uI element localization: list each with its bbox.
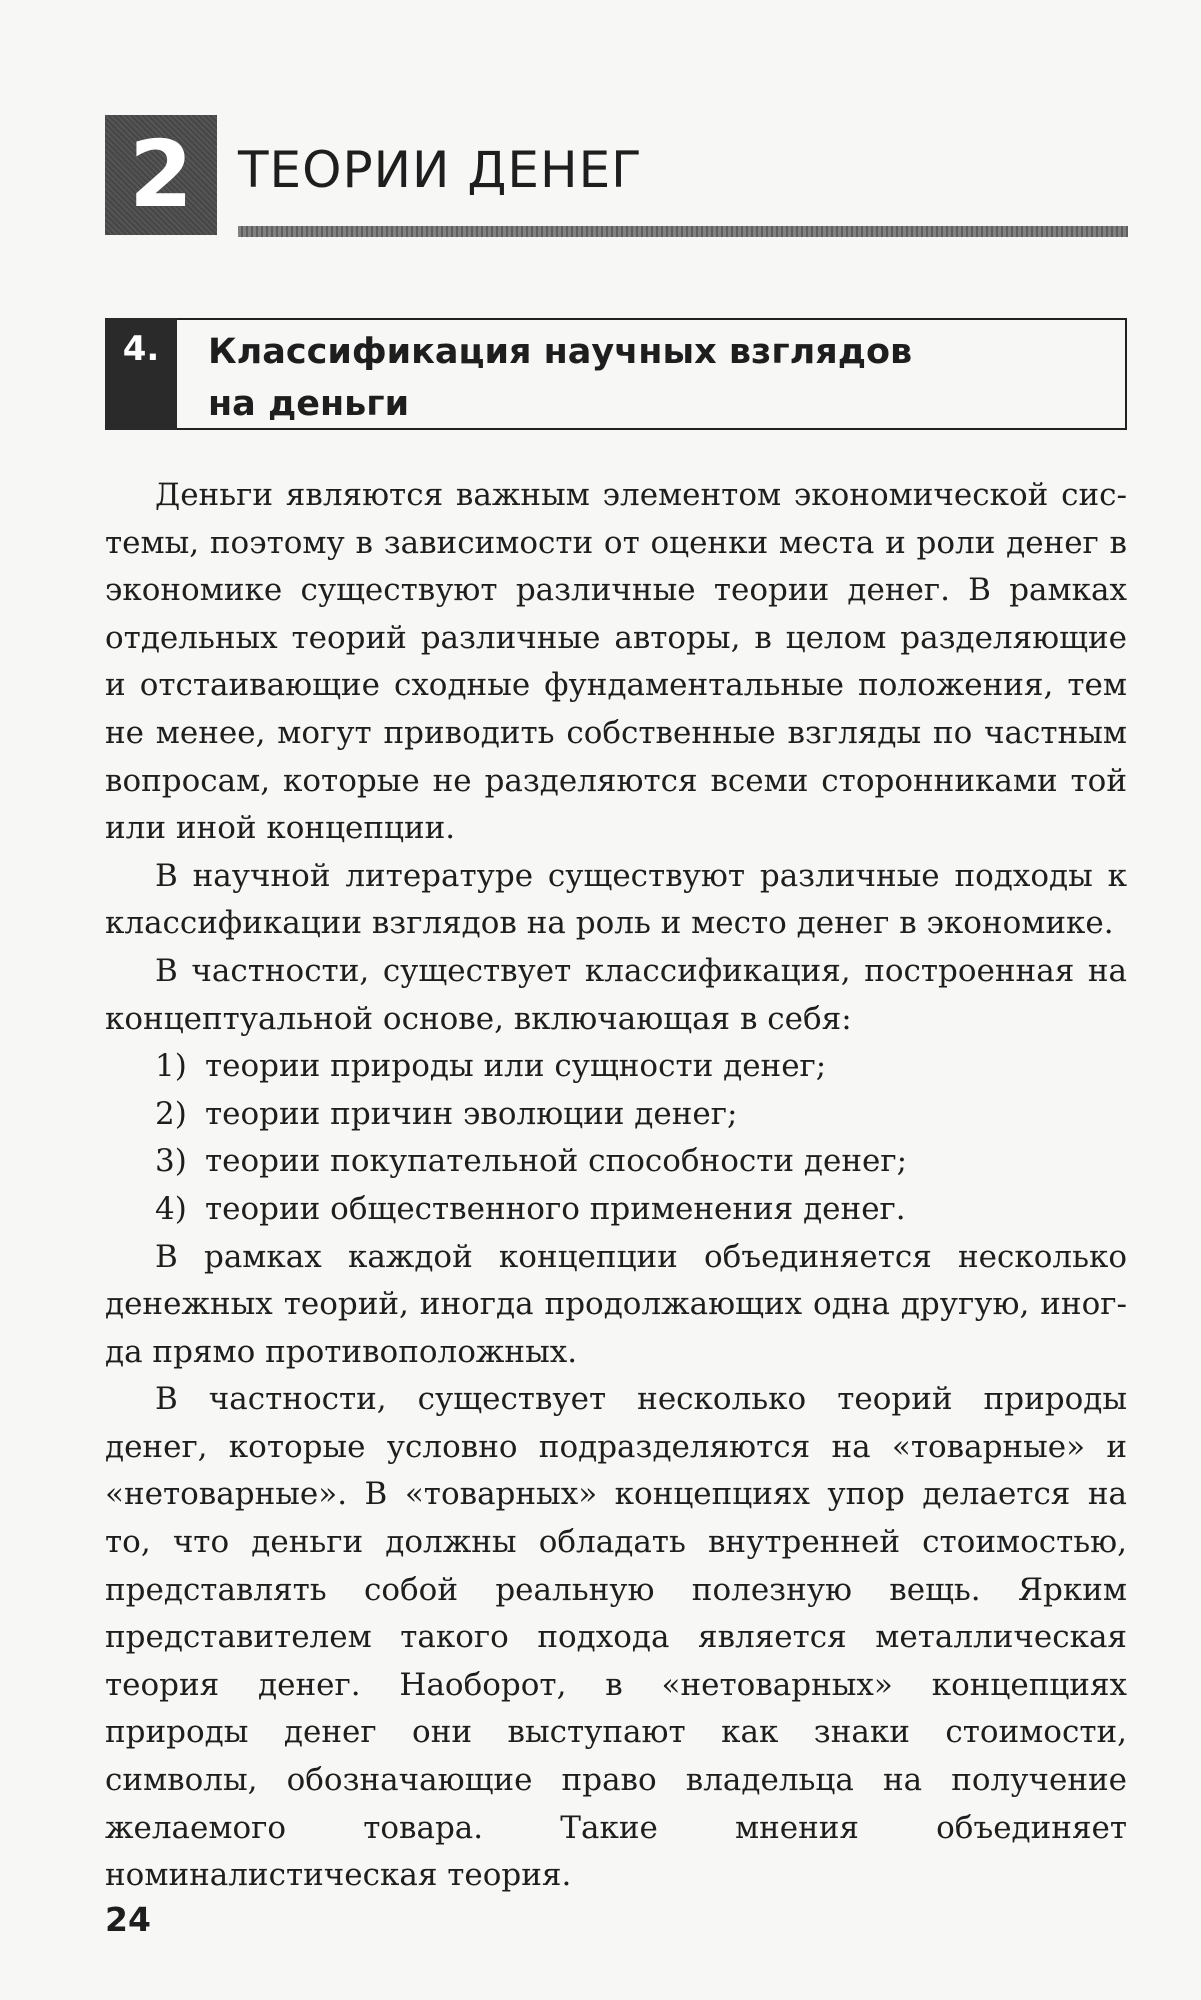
section-number: 4. [122,329,160,369]
section-title [208,326,1108,430]
page-number: 24 [105,1900,151,1939]
theory-list [105,1043,1127,1233]
list-item-number: 3) [155,1143,187,1180]
paragraph: В частности, существует несколько теорий природы денег, которые условно подразделяются на «товарные» и «нетоварные». В «товарных» концепциях упор делается на то, что деньги должны обладать внутренней стоимостью, представлять собой реальную полезную вещь. Ярким представителем такого подхода является металлическая теория денег. Наоборот, в «нетоварных» концепциях природы денег они выступают как знаки стоимости, символы, обозначающие право владельца на получение желаемого товара. Такие мнения объединяет номиналистическая теория. [105,1381,1127,1894]
paragraph: В рамках каждой концепции объединяется несколько денежных теорий, иногда продолжающих одна другую, иногда прямо противоположных. [105,1238,1127,1370]
paragraph: В частности, существует классификация, построенная на концептуальной основе, включающая в себя: [105,952,1127,1037]
list-item-number: 4) [155,1190,187,1227]
list-item-text: теории покупательной способности денег; [205,1143,908,1180]
section-title-line-2: на деньги [208,384,410,424]
paragraph: Деньги являются важным элементом экономической системы, поэтому в зависимости от оценки места и роли денег в экономике существуют различные теории денег. В рамках отдельных теорий различные авторы, в целом разделяющие и отстаивающие сходные фундаментальные положения, тем не менее, могут приводить собственные взгляды по частным вопросам, которые не разделяются всеми сторонниками той или иной концепции. [105,477,1127,847]
chapter-number: 2 [128,121,193,228]
list-item [105,1043,1127,1091]
list-item-text: теории природы или сущности денег; [205,1048,827,1085]
chapter-title: ТЕОРИИ ДЕНЕГ [238,141,643,199]
section-title-line-1: Классификация научных взглядов [208,332,913,372]
list-item [105,1091,1127,1139]
chapter-number-block [105,115,217,235]
body-text [105,472,1127,1900]
paragraph: В научной литературе существуют различные подходы к классификации взглядов на роль и место денег в экономике. [105,857,1127,942]
list-item [105,1186,1127,1234]
list-item-text: теории причин эволюции денег; [205,1095,738,1132]
list-item-number: 2) [155,1095,187,1132]
section-number-block [105,318,177,430]
list-item-number: 1) [155,1048,187,1085]
list-item [105,1138,1127,1186]
list-item-text: теории общественного применения денег. [205,1190,906,1227]
chapter-title-rule [238,226,1128,237]
